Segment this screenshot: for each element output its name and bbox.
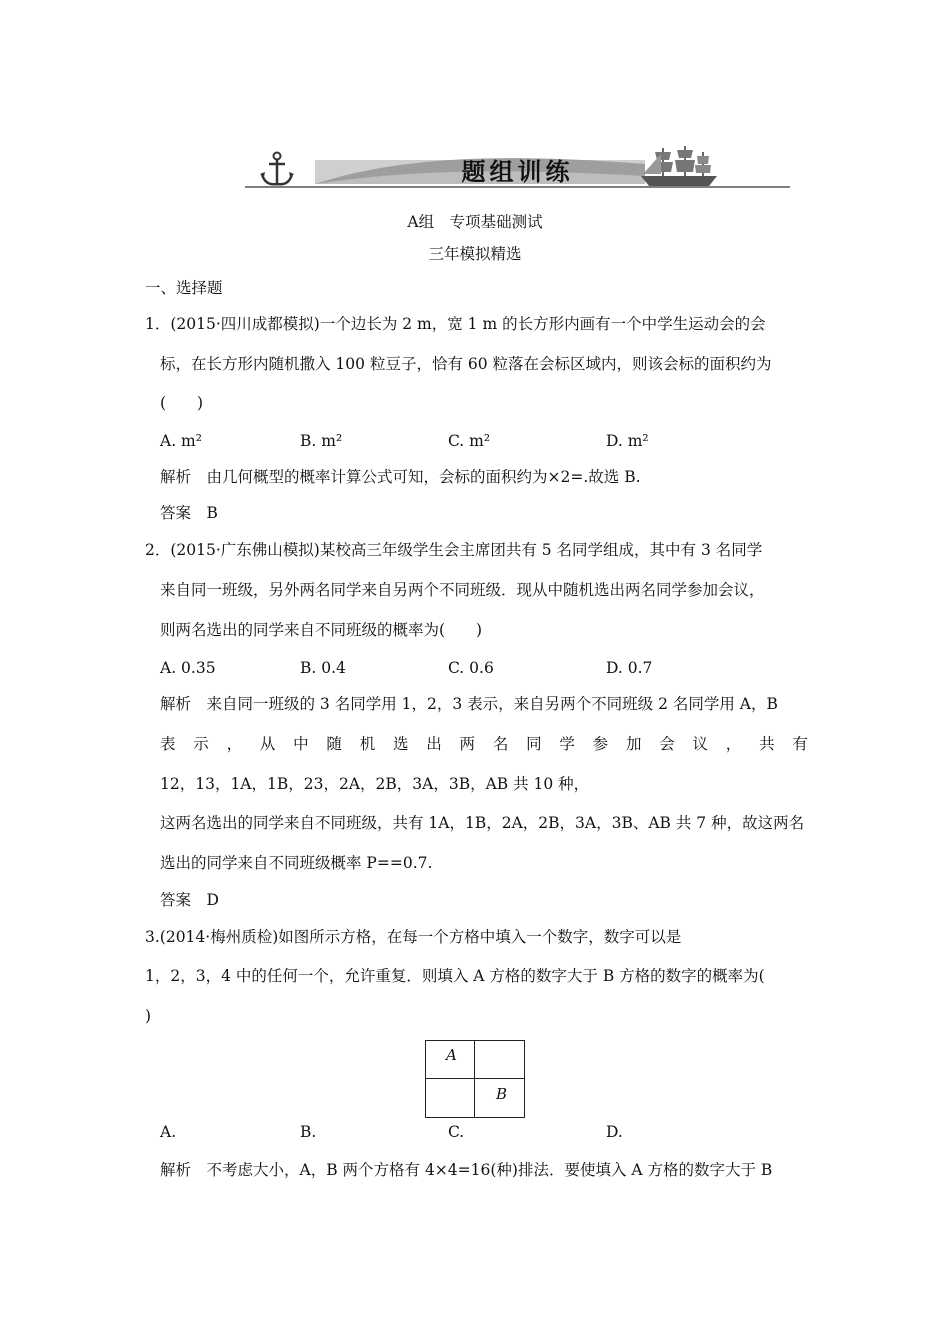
q2-analysis-2-char: 名 [492,735,509,753]
q2-option-b: B. 0.4 [300,659,346,677]
q2-analysis-2 [160,734,808,754]
q2-analysis-2-char: 表 [160,735,176,753]
q3-option-c: C. [448,1123,465,1141]
banner-title: 题组训练 [461,158,574,186]
sub-heading: 三年模拟精选 [428,245,522,263]
q2-option-a: A. 0.35 [160,659,216,677]
q2-analysis-2-char: 示 [193,735,209,753]
q3-option-b: B. [300,1123,317,1141]
q2-analysis-2-char: 机 [359,735,376,753]
q1-line-2: 标，在长方形内随机撒入 100 粒豆子，恰有 60 粒落在会标区域内，则该会标的面积约为 [160,355,772,373]
q2-analysis-2-char: 会 [659,735,675,753]
q2-analysis-2-char: 从 [259,735,276,753]
q2-option-c: C. 0.6 [448,659,494,677]
q2-analysis-4: 这两名选出的同学来自不同班级，共有 1A，1B，2A，2B，3A，3B、AB 共 7 种，故这两名 [160,814,805,832]
q2-answer: 答案 D [160,891,219,909]
q2-analysis-2-char: 参 [592,735,609,753]
q1-option-a: A. m² [160,432,202,450]
q2-analysis-2-char: 同 [526,735,542,753]
q3-option-a: A. [160,1123,177,1141]
q3-analysis: 解析 不考虑大小，A，B 两个方格有 4×4=16(种)排法．要使填入 A 方格的数字大于 B [160,1161,773,1179]
q2-analysis-2-char: 中 [293,735,309,753]
group-heading: A组 专项基础测试 [407,213,543,231]
q2-analysis-2-char: 有 [792,735,808,753]
q3-line-1: 3.(2014·梅州质检)如图所示方格，在每一个方格中填入一个数字，数字可以是 [145,928,682,946]
q1-analysis: 解析 由几何概型的概率计算公式可知，会标的面积约为×2=.故选 B. [160,468,641,486]
grid-cell-top-right [475,1041,524,1079]
grid-cell-b [475,1079,524,1117]
q1-line-1: 1．(2015·四川成都模拟)一个边长为 2 m，宽 1 m 的长方形内画有一个中学生运动会的会 [145,315,766,333]
q2-analysis-2-char: 两 [459,735,476,753]
q1-option-b: B. m² [300,432,343,450]
q2-analysis-2-char: 出 [426,735,442,753]
q1-answer: 答案 B [160,504,218,522]
q2-line-2: 来自同一班级，另外两名同学来自另两个不同班级．现从中随机选出两名同学参加会议， [160,581,765,599]
grid-label-b: B [496,1085,508,1103]
q2-analysis-2-char: 随 [326,735,342,753]
q2-analysis-2-char: 选 [392,735,409,753]
q1-option-c: C. m² [448,432,491,450]
q1-option-d: D. m² [606,432,649,450]
grid-cell-bottom-left [426,1079,475,1117]
q3-option-d: D. [606,1123,623,1141]
q2-analysis-1: 解析 来自同一班级的 3 名同学用 1，2，3 表示，来自另两个不同班级 2 名同学用 A，B [160,695,778,713]
q3-line-2: 1，2，3，4 中的任何一个，允许重复．则填入 A 方格的数字大于 B 方格的数字的概率为( [145,967,765,985]
q2-analysis-3: 12，13，1A，1B，23，2A，2B，3A，3B，AB 共 10 种， [160,775,590,793]
q2-analysis-5: 选出的同学来自不同班级概率 P==0.7. [160,854,433,872]
q2-analysis-2-char: ， [725,735,742,753]
q2-analysis-2-char: 共 [759,735,775,753]
q2-analysis-2-char: 学 [559,735,575,753]
q1-line-3: ( ) [160,394,204,412]
q2-line-3: 则两名选出的同学来自不同班级的概率为( ) [160,621,483,639]
q2-line-1: 2．(2015·广东佛山模拟)某校高三年级学生会主席团共有 5 名同学组成，其中有 3 名同学 [145,541,763,559]
grid-cell-a [426,1041,475,1079]
q3-grid [425,1040,525,1118]
q2-analysis-2-char: ， [226,735,243,753]
q2-analysis-2-char: 议 [692,735,709,753]
section-banner [245,140,790,192]
section-heading: 一、选择题 [145,279,223,297]
q2-option-d: D. 0.7 [606,659,653,677]
q3-line-3: ) [145,1007,152,1025]
grid-label-a: A [446,1046,457,1064]
q2-analysis-2-char: 加 [625,735,642,753]
